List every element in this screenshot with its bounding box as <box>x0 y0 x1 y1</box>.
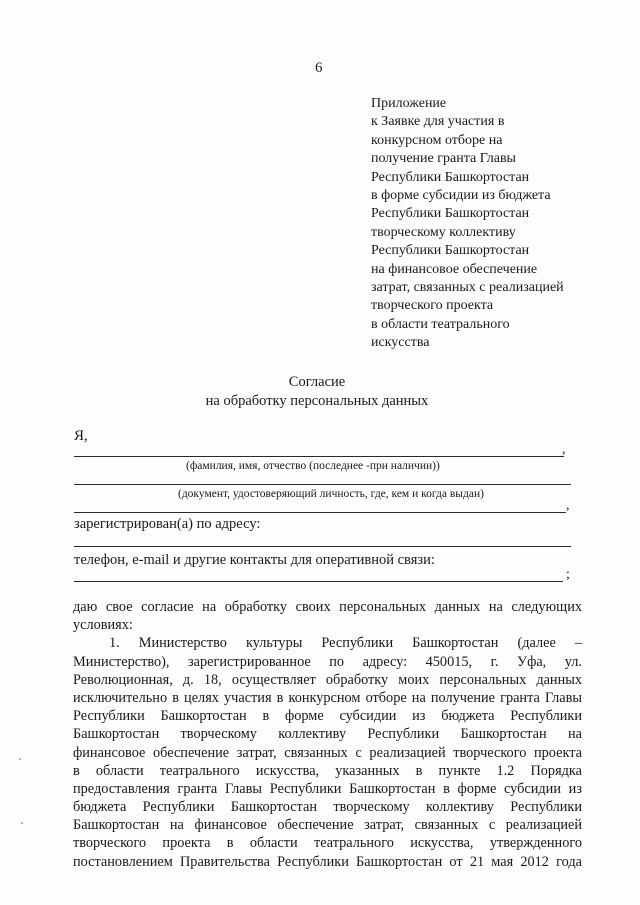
paragraph-line: Башкортостан на финансовое обеспечение затрат, связанных с реализацией <box>73 817 582 834</box>
paragraph-line: финансовое обеспечение затрат, связанных с реализацией творческого проекта <box>73 744 582 761</box>
appendix-line: к Заявке для участия в <box>371 114 505 130</box>
document-field-line-2[interactable] <box>74 512 566 513</box>
consent-line: даю свое согласие на обработку своих персональных данных на следующих <box>73 599 582 615</box>
paragraph-line: творческого проекта в области театрального искусства, утвержденного <box>73 835 582 852</box>
paragraph-line: Республики Башкортостан в форме субсидии из бюджета Республики <box>73 708 582 725</box>
appendix-line: Республики Башкортостан <box>371 243 530 259</box>
appendix-line: в форме субсидии из бюджета <box>371 188 551 204</box>
appendix-line: затрат, связанных с реализацией <box>371 280 564 296</box>
paragraph-line: исключительно в целях участия в конкурсном отборе на получение гранта Главы <box>73 689 582 706</box>
contacts-label: телефон, e-mail и другие контакты для оперативной связи: <box>74 552 435 568</box>
appendix-line: конкурсном отборе на <box>371 132 503 148</box>
fio-comma: , <box>562 442 566 457</box>
appendix-line: творческому коллективу <box>371 224 516 240</box>
appendix-line: Республики Башкортостан <box>371 169 530 185</box>
appendix-line: искусства <box>371 335 430 351</box>
document-caption: (документ, удостоверяющий личность, где, кем и когда выдан) <box>178 488 484 500</box>
ya-label: Я, <box>74 428 88 444</box>
appendix-line: на финансовое обеспечение <box>371 261 538 277</box>
paragraph-line: в области театрального искусства, указанных в пункте 1.2 Порядка <box>73 762 582 779</box>
page-number: 6 <box>315 60 323 76</box>
consent-line: условиях: <box>73 617 133 634</box>
registered-address-label: зарегистрирован(а) по адресу: <box>74 516 261 532</box>
scan-artifact <box>19 758 21 760</box>
consent-body <box>73 598 582 871</box>
paragraph-line: Министерство), зарегистрированное по адресу: 450015, г. Уфа, ул. <box>73 653 582 670</box>
paragraph-line: постановлением Правительства Республики Башкортостан от 21 мая 2012 года <box>73 853 582 870</box>
contacts-semicolon: ; <box>566 567 570 582</box>
paragraph-line: Революционная, д. 18, осуществляет обработку моих персональных данных <box>73 671 582 688</box>
appendix-line: в области театрального <box>371 316 510 332</box>
fio-caption: (фамилия, имя, отчество (последнее -при наличии)) <box>186 460 440 472</box>
appendix-line: получение гранта Главы <box>371 151 516 167</box>
paragraph-line: 1. Министерство культуры Республики Башкортостан (далее – <box>109 635 582 652</box>
scan-artifact <box>21 822 23 824</box>
contacts-field-line[interactable] <box>74 581 563 582</box>
address-field-line[interactable] <box>74 546 571 547</box>
paragraph-line: Башкортостан творческому коллективу Республики Башкортостан на <box>73 726 582 743</box>
document-title: Согласие <box>288 374 346 390</box>
appendix-header <box>371 95 621 353</box>
appendix-line: Приложение <box>371 96 447 111</box>
document-field-line[interactable] <box>74 484 571 485</box>
paragraph-line: предоставления гранта Главы Республики Башкортостан в форме субсидии из <box>73 780 582 797</box>
appendix-line: творческого проекта <box>371 298 494 314</box>
fio-field-line[interactable] <box>74 456 564 457</box>
document-subtitle: на обработку персональных данных <box>205 393 429 409</box>
appendix-line: Республики Башкортостан <box>371 206 530 222</box>
paragraph-line: бюджета Республики Башкортостан творческому коллективу Республики <box>73 799 582 816</box>
document-comma: , <box>566 498 570 513</box>
